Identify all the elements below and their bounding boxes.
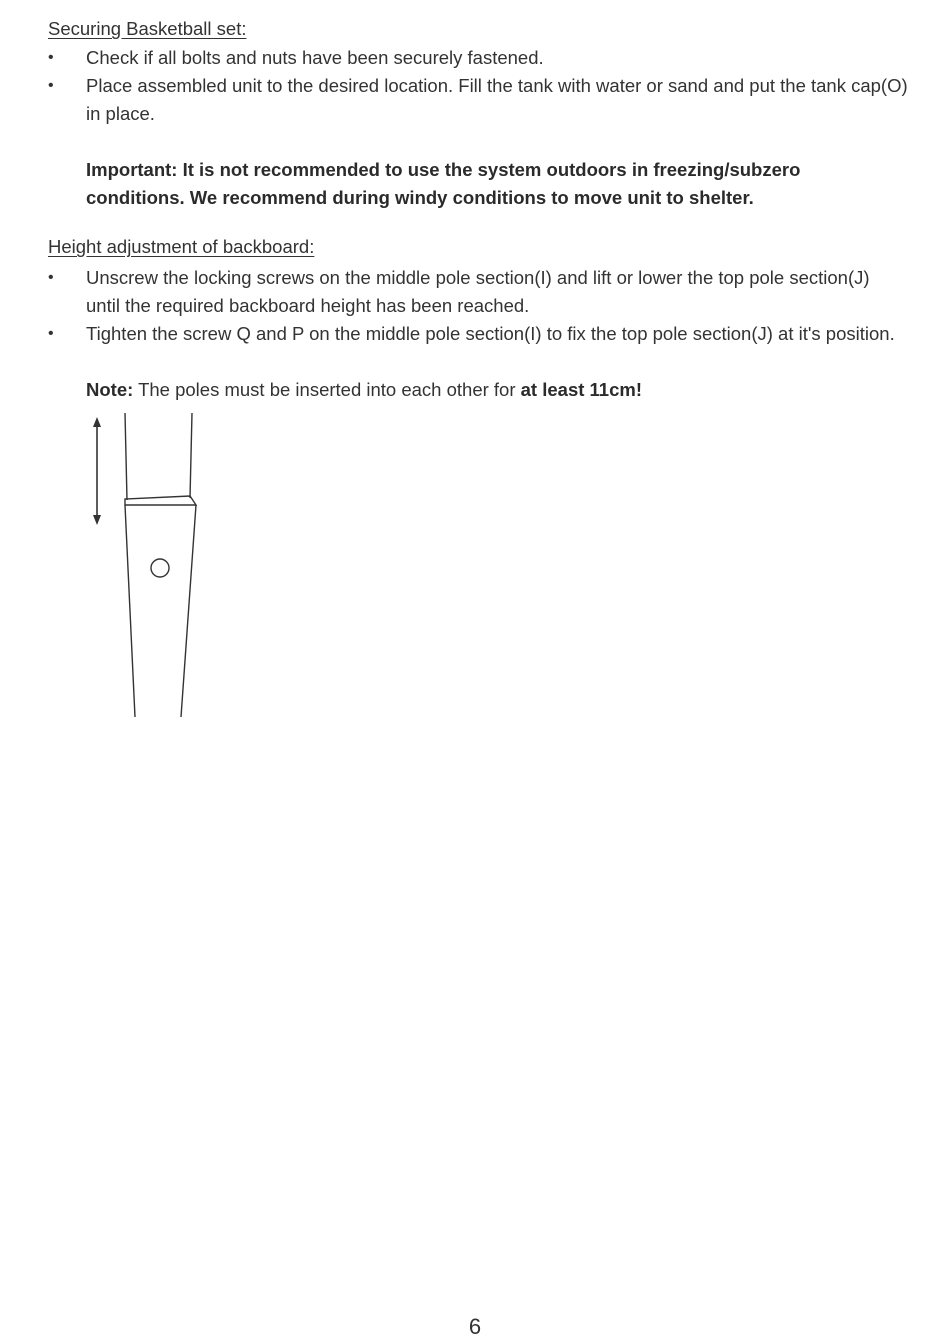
middle-pole-section	[125, 496, 196, 717]
pole-adjustment-diagram	[80, 405, 220, 725]
height-adjustment-heading: Height adjustment of backboard:	[48, 236, 315, 257]
note-text: The poles must be inserted into each other for	[133, 379, 521, 400]
note-emphasis: at least 11cm!	[520, 379, 642, 400]
page-number: 6	[468, 1314, 482, 1339]
double-arrow-vertical-icon	[93, 417, 101, 525]
height-adjustment-list	[48, 264, 908, 348]
securing-heading: Securing Basketball set:	[48, 18, 247, 39]
top-pole-section	[125, 413, 192, 500]
list-item: • Place assembled unit to the desired location. Fill the tank with water or sand and put the tank cap(O) in place.	[48, 72, 908, 128]
list-item: • Unscrew the locking screws on the middle pole section(I) and lift or lower the top pole section(J) until the required backboard height has been reached.	[48, 264, 908, 320]
list-item: • Tighten the screw Q and P on the middle pole section(I) to fix the top pole section(J) at it's position.	[48, 320, 908, 348]
note	[86, 376, 886, 404]
important-warning: Important: It is not recommended to use the system outdoors in freezing/subzero conditions. We recommend during windy conditions to move unit to shelter.	[86, 159, 801, 208]
securing-list	[48, 44, 908, 128]
list-item: • Check if all bolts and nuts have been securely fastened.	[48, 44, 908, 72]
note-label: Note:	[86, 379, 134, 400]
screw-hole-icon	[151, 559, 169, 577]
